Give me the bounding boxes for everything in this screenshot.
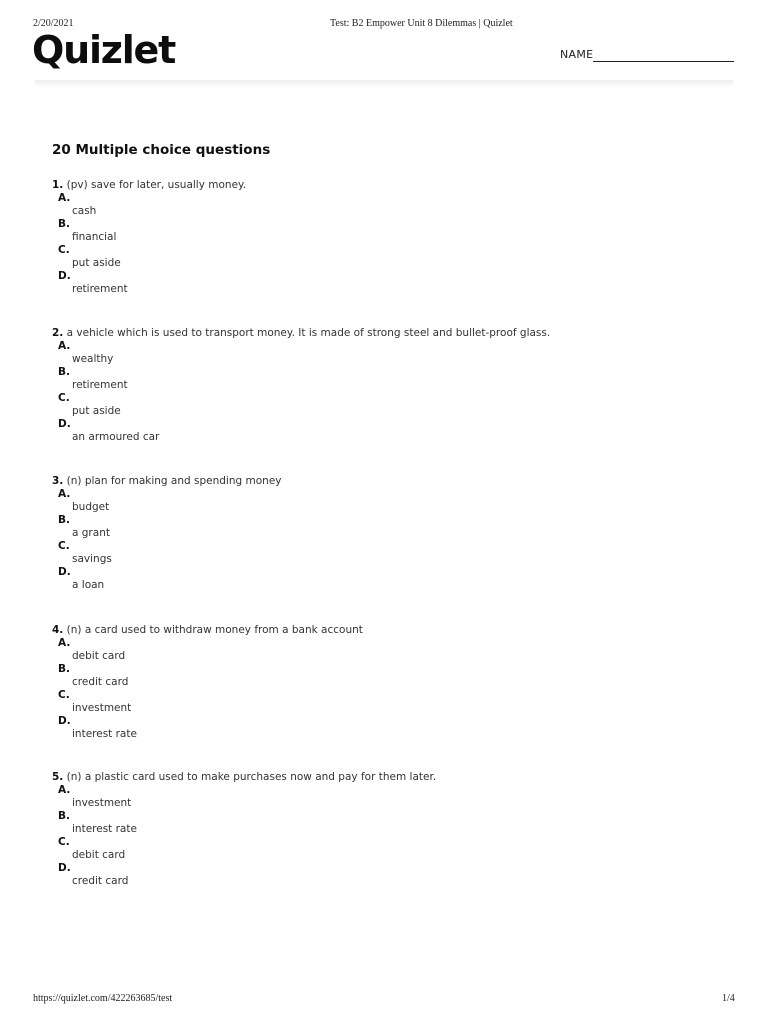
option-letter: A. — [58, 340, 71, 352]
question-5 — [52, 769, 742, 889]
option-letter: B. — [58, 218, 70, 230]
option-text: retirement — [72, 379, 128, 391]
option-letter: D. — [58, 566, 71, 578]
name-label: NAME — [560, 48, 594, 61]
question-number: 3. — [52, 475, 64, 487]
option-letter: C. — [58, 392, 70, 404]
option-letter: B. — [58, 514, 70, 526]
option-letter: A. — [58, 637, 71, 649]
question-prompt: (pv) save for later, usually money. — [66, 179, 247, 191]
question-text — [52, 177, 742, 193]
option-text: put aside — [72, 257, 121, 269]
option-letter: D. — [58, 418, 71, 430]
question-prompt: (n) a card used to withdraw money from a bank account — [66, 624, 363, 636]
option-text: savings — [72, 553, 112, 565]
print-date: 2/20/2021 — [33, 18, 74, 29]
option-letter: C. — [58, 540, 70, 552]
option-letter: B. — [58, 366, 70, 378]
question-text — [52, 622, 742, 638]
option-letter: B. — [58, 663, 70, 675]
option-text: an armoured car — [72, 431, 160, 443]
option-text: investment — [72, 702, 132, 714]
question-text — [52, 769, 742, 785]
option-text: wealthy — [72, 353, 114, 365]
option-letter: A. — [58, 488, 71, 500]
option-text: debit card — [72, 650, 126, 662]
question-number: 2. — [52, 327, 64, 339]
option-letter: A. — [58, 192, 71, 204]
option-letter: A. — [58, 784, 71, 796]
question-1 — [52, 177, 742, 297]
question-prompt: (n) a plastic card used to make purchases now and pay for them later. — [66, 771, 437, 783]
option-text: budget — [72, 501, 110, 513]
option-text: credit card — [72, 875, 129, 887]
quizlet-logo: Quizlet — [32, 28, 176, 72]
option-text: financial — [72, 231, 117, 243]
section-title: 20 Multiple choice questions — [52, 142, 271, 158]
question-prompt: a vehicle which is used to transport money. It is made of strong steel and bullet-proof glass. — [66, 327, 551, 339]
question-prompt: (n) plan for making and spending money — [66, 475, 282, 487]
question-number: 4. — [52, 624, 64, 636]
option-text: interest rate — [72, 728, 137, 740]
option-text: a grant — [72, 527, 110, 539]
option-letter: D. — [58, 715, 71, 727]
option-letter: C. — [58, 689, 70, 701]
print-title: Test: B2 Empower Unit 8 Dilemmas | Quizlet — [330, 18, 513, 29]
option-text: credit card — [72, 676, 129, 688]
name-line — [593, 61, 734, 62]
option-text: cash — [72, 205, 97, 217]
question-text — [52, 473, 742, 489]
option-letter: C. — [58, 836, 70, 848]
question-3 — [52, 473, 742, 593]
option-text: retirement — [72, 283, 128, 295]
question-4 — [52, 622, 742, 742]
question-number: 1. — [52, 179, 64, 191]
question-text — [52, 325, 742, 341]
page-number: 1/4 — [722, 993, 735, 1004]
question-number: 5. — [52, 771, 64, 783]
question-2 — [52, 325, 742, 445]
option-letter: D. — [58, 862, 71, 874]
footer-url: https://quizlet.com/422263685/test — [33, 993, 173, 1004]
option-letter: C. — [58, 244, 70, 256]
option-text: a loan — [72, 579, 105, 591]
option-letter: D. — [58, 270, 71, 282]
option-letter: B. — [58, 810, 70, 822]
option-text: interest rate — [72, 823, 137, 835]
option-text: put aside — [72, 405, 121, 417]
header-divider — [35, 80, 733, 88]
option-text: investment — [72, 797, 132, 809]
option-text: debit card — [72, 849, 126, 861]
